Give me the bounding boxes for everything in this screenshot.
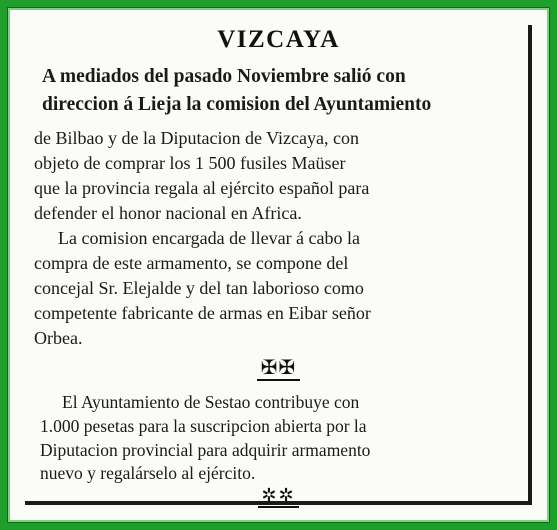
paragraph2-line5: Orbea. xyxy=(34,328,83,348)
paragraph3-line4: nuevo y regalárselo al ejército. xyxy=(40,463,256,483)
paragraph2-line1: La comision encargada de llevar á cabo la xyxy=(58,228,361,248)
paragraph1-line3: de Bilbao y de la Diputacion de Vizcaya, con xyxy=(34,128,359,148)
paragraph1-line5: que la provincia regala al ejército español para xyxy=(34,178,370,198)
ornament-glyph: ✠✠ xyxy=(257,355,301,381)
paragraph2-line2: compra de este armamento, se compone del xyxy=(34,253,349,273)
paragraph1-line2: direccion á Lieja la comision del Ayuntamiento xyxy=(42,94,432,115)
paragraph2-line4: competente fabricante de armas en Eibar señor xyxy=(34,303,371,323)
paragraph3-line1: El Ayuntamiento de Sestao contribuye con xyxy=(62,392,360,412)
article-title: VIZCAYA xyxy=(217,26,340,53)
section-divider-ornament xyxy=(0,355,557,379)
paragraph3-line3: Diputacion provincial para adquirir armamento xyxy=(40,440,371,460)
paragraph1-line6: defender el honor nacional en Africa. xyxy=(34,203,302,223)
paragraph2-line3: concejal Sr. Elejalde y del tan laborioso como xyxy=(34,278,364,298)
paragraph1-line4: objeto de comprar los 1 500 fusiles Maüser xyxy=(34,153,346,173)
end-ornament xyxy=(0,485,557,506)
end-ornament-glyph: ✲✲ xyxy=(258,485,298,508)
paragraph1-line1: A mediados del pasado Noviembre salió con xyxy=(42,66,406,87)
paragraph3-line2: 1.000 pesetas para la suscripcion abierta por la xyxy=(40,416,367,436)
